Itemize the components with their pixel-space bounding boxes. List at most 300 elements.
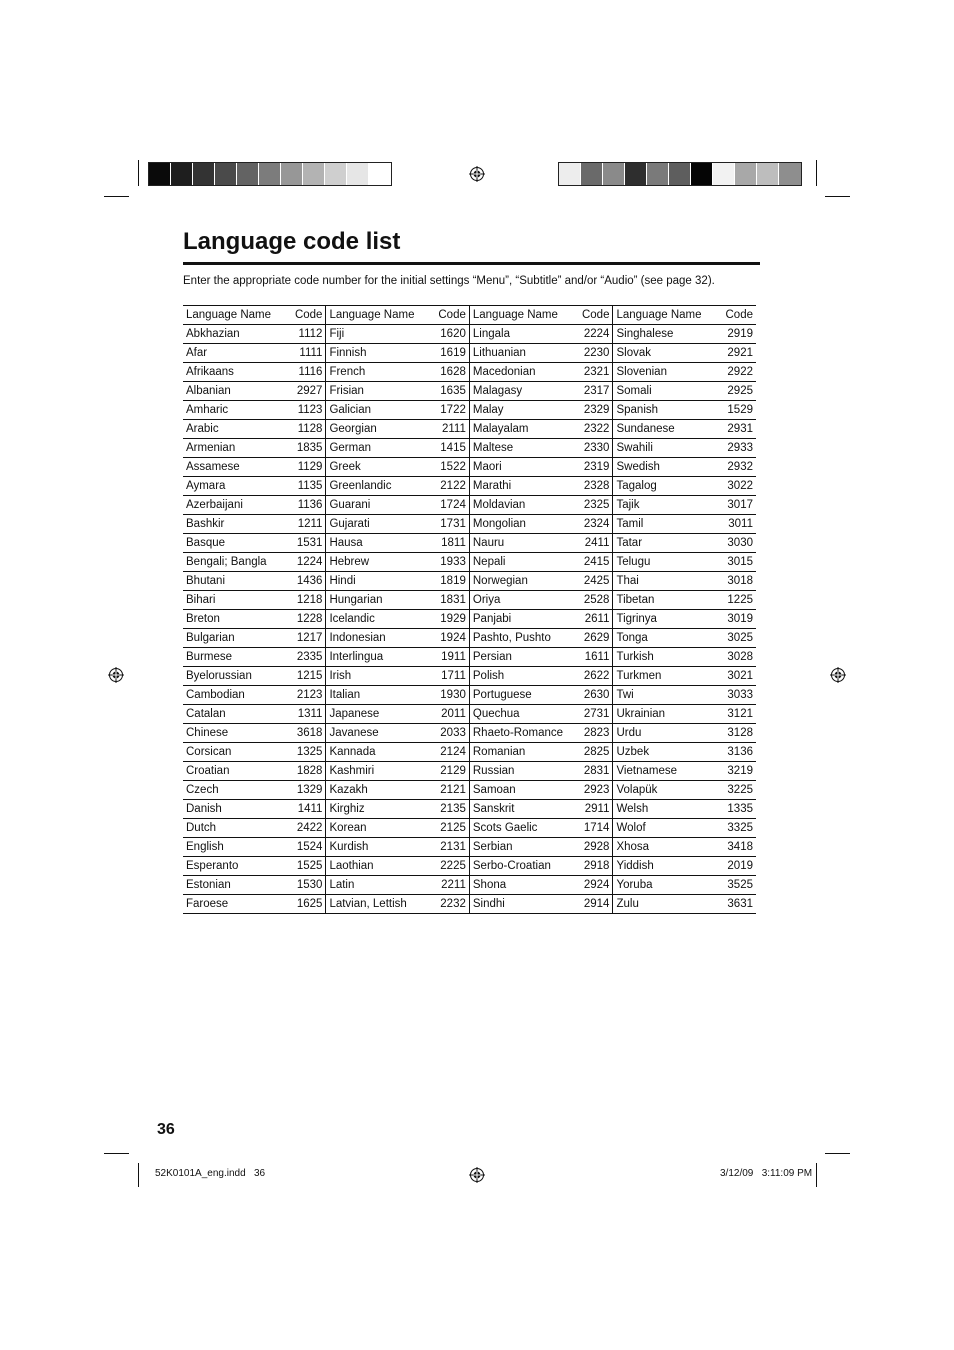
language-code-cell: 3019 bbox=[716, 610, 756, 629]
language-name-cell: Uzbek bbox=[613, 743, 716, 762]
language-code-cell: 1135 bbox=[286, 477, 326, 496]
language-code-cell: 3128 bbox=[716, 724, 756, 743]
crop-mark bbox=[816, 1163, 817, 1187]
language-code-cell: 2135 bbox=[429, 800, 469, 819]
language-code-cell: 1835 bbox=[286, 439, 326, 458]
table-row bbox=[183, 534, 756, 553]
table-row bbox=[183, 762, 756, 781]
language-code-cell: 1811 bbox=[429, 534, 469, 553]
language-code-cell: 3325 bbox=[716, 819, 756, 838]
language-code-cell: 2131 bbox=[429, 838, 469, 857]
language-code-cell: 2224 bbox=[573, 325, 613, 344]
language-code-cell: 2019 bbox=[716, 857, 756, 876]
language-code-cell: 1620 bbox=[429, 325, 469, 344]
language-code-cell: 3121 bbox=[716, 705, 756, 724]
language-code-cell: 2322 bbox=[573, 420, 613, 439]
color-swatch bbox=[713, 163, 735, 185]
table-row bbox=[183, 458, 756, 477]
language-code-table bbox=[183, 305, 756, 914]
language-name-cell: Amharic bbox=[183, 401, 286, 420]
language-code-cell: 2232 bbox=[429, 895, 469, 914]
registration-mark-icon bbox=[469, 166, 485, 182]
color-swatch bbox=[171, 163, 193, 185]
table-row bbox=[183, 667, 756, 686]
language-name-cell: Fiji bbox=[326, 325, 429, 344]
language-code-cell: 1116 bbox=[286, 363, 326, 382]
language-code-cell: 1828 bbox=[286, 762, 326, 781]
crop-mark bbox=[825, 1153, 850, 1154]
language-code-cell: 2528 bbox=[573, 591, 613, 610]
language-code-cell: 2121 bbox=[429, 781, 469, 800]
table-row bbox=[183, 800, 756, 819]
crop-mark bbox=[825, 196, 850, 197]
language-name-cell: Welsh bbox=[613, 800, 716, 819]
table-row bbox=[183, 705, 756, 724]
registration-mark-icon bbox=[108, 667, 124, 683]
language-code-cell: 2911 bbox=[573, 800, 613, 819]
language-code-cell: 1136 bbox=[286, 496, 326, 515]
color-swatch bbox=[281, 163, 303, 185]
language-name-cell: Assamese bbox=[183, 458, 286, 477]
language-code-cell: 2928 bbox=[573, 838, 613, 857]
language-code-cell: 1711 bbox=[429, 667, 469, 686]
language-name-cell: Telugu bbox=[613, 553, 716, 572]
language-code-cell: 1129 bbox=[286, 458, 326, 477]
language-code-cell: 3022 bbox=[716, 477, 756, 496]
language-name-cell: Maori bbox=[469, 458, 572, 477]
language-code-cell: 1325 bbox=[286, 743, 326, 762]
language-name-cell: Mongolian bbox=[469, 515, 572, 534]
language-code-cell: 3017 bbox=[716, 496, 756, 515]
language-name-cell: Dutch bbox=[183, 819, 286, 838]
language-name-cell: Azerbaijani bbox=[183, 496, 286, 515]
language-name-cell: Bengali; Bangla bbox=[183, 553, 286, 572]
language-name-cell: Moldavian bbox=[469, 496, 572, 515]
column-header: Code bbox=[573, 306, 613, 325]
language-code-cell: 2731 bbox=[573, 705, 613, 724]
language-name-cell: Serbian bbox=[469, 838, 572, 857]
language-name-cell: Italian bbox=[326, 686, 429, 705]
table-row bbox=[183, 895, 756, 914]
language-name-cell: Kirghiz bbox=[326, 800, 429, 819]
language-code-cell: 2825 bbox=[573, 743, 613, 762]
language-code-cell: 1724 bbox=[429, 496, 469, 515]
language-name-cell: Somali bbox=[613, 382, 716, 401]
language-name-cell: Kashmiri bbox=[326, 762, 429, 781]
table-row bbox=[183, 876, 756, 895]
language-name-cell: Burmese bbox=[183, 648, 286, 667]
language-code-cell: 1625 bbox=[286, 895, 326, 914]
language-code-cell: 1714 bbox=[573, 819, 613, 838]
language-code-cell: 2325 bbox=[573, 496, 613, 515]
language-name-cell: Sundanese bbox=[613, 420, 716, 439]
language-name-cell: Croatian bbox=[183, 762, 286, 781]
table-row bbox=[183, 857, 756, 876]
column-header: Language Name bbox=[326, 306, 429, 325]
language-code-cell: 1311 bbox=[286, 705, 326, 724]
table-row bbox=[183, 382, 756, 401]
color-swatch bbox=[259, 163, 281, 185]
table-row bbox=[183, 724, 756, 743]
table-row bbox=[183, 363, 756, 382]
color-swatch bbox=[325, 163, 347, 185]
language-code-cell: 1924 bbox=[429, 629, 469, 648]
color-swatch bbox=[779, 163, 801, 185]
language-code-cell: 1335 bbox=[716, 800, 756, 819]
language-name-cell: Interlingua bbox=[326, 648, 429, 667]
language-name-cell: Kazakh bbox=[326, 781, 429, 800]
language-code-cell: 2630 bbox=[573, 686, 613, 705]
language-name-cell: Shona bbox=[469, 876, 572, 895]
crop-mark bbox=[816, 160, 817, 186]
language-name-cell: Kannada bbox=[326, 743, 429, 762]
language-name-cell: Greek bbox=[326, 458, 429, 477]
color-bar-left bbox=[148, 162, 392, 186]
language-code-cell: 1525 bbox=[286, 857, 326, 876]
language-name-cell: Korean bbox=[326, 819, 429, 838]
language-code-cell: 2317 bbox=[573, 382, 613, 401]
color-swatch bbox=[625, 163, 647, 185]
language-code-cell: 2831 bbox=[573, 762, 613, 781]
language-name-cell: Abkhazian bbox=[183, 325, 286, 344]
color-swatch bbox=[347, 163, 369, 185]
table-row bbox=[183, 629, 756, 648]
language-name-cell: Nepali bbox=[469, 553, 572, 572]
language-name-cell: English bbox=[183, 838, 286, 857]
language-code-cell: 1224 bbox=[286, 553, 326, 572]
language-code-cell: 2319 bbox=[573, 458, 613, 477]
language-code-cell: 2329 bbox=[573, 401, 613, 420]
language-code-cell: 3025 bbox=[716, 629, 756, 648]
language-code-cell: 2211 bbox=[429, 876, 469, 895]
language-name-cell: Tibetan bbox=[613, 591, 716, 610]
language-code-cell: 2328 bbox=[573, 477, 613, 496]
language-code-cell: 3015 bbox=[716, 553, 756, 572]
color-swatch bbox=[215, 163, 237, 185]
language-name-cell: Chinese bbox=[183, 724, 286, 743]
language-name-cell: Maltese bbox=[469, 439, 572, 458]
language-name-cell: Greenlandic bbox=[326, 477, 429, 496]
language-code-cell: 1529 bbox=[716, 401, 756, 420]
language-name-cell: Frisian bbox=[326, 382, 429, 401]
language-code-cell: 2919 bbox=[716, 325, 756, 344]
language-code-cell: 2932 bbox=[716, 458, 756, 477]
language-name-cell: Slovak bbox=[613, 344, 716, 363]
language-name-cell: German bbox=[326, 439, 429, 458]
language-name-cell: Czech bbox=[183, 781, 286, 800]
language-code-cell: 2411 bbox=[573, 534, 613, 553]
language-code-cell: 3225 bbox=[716, 781, 756, 800]
language-code-cell: 2922 bbox=[716, 363, 756, 382]
color-swatch bbox=[757, 163, 779, 185]
color-swatch bbox=[735, 163, 757, 185]
language-code-cell: 2335 bbox=[286, 648, 326, 667]
table-row bbox=[183, 572, 756, 591]
language-code-cell: 2415 bbox=[573, 553, 613, 572]
language-code-cell: 2622 bbox=[573, 667, 613, 686]
language-code-cell: 1831 bbox=[429, 591, 469, 610]
language-name-cell: Vietnamese bbox=[613, 762, 716, 781]
language-name-cell: Tatar bbox=[613, 534, 716, 553]
language-code-cell: 1436 bbox=[286, 572, 326, 591]
language-name-cell: Latvian, Lettish bbox=[326, 895, 429, 914]
color-swatch bbox=[193, 163, 215, 185]
language-name-cell: Hindi bbox=[326, 572, 429, 591]
table-row bbox=[183, 648, 756, 667]
language-name-cell: Urdu bbox=[613, 724, 716, 743]
language-code-cell: 2629 bbox=[573, 629, 613, 648]
color-swatch bbox=[369, 163, 391, 185]
title-rule bbox=[183, 262, 760, 265]
language-name-cell: Japanese bbox=[326, 705, 429, 724]
language-name-cell: Bihari bbox=[183, 591, 286, 610]
language-code-cell: 3631 bbox=[716, 895, 756, 914]
language-code-cell: 2923 bbox=[573, 781, 613, 800]
language-name-cell: Romanian bbox=[469, 743, 572, 762]
language-name-cell: Serbo-Croatian bbox=[469, 857, 572, 876]
language-name-cell: Aymara bbox=[183, 477, 286, 496]
language-name-cell: Hausa bbox=[326, 534, 429, 553]
language-code-cell: 3021 bbox=[716, 667, 756, 686]
column-header: Code bbox=[429, 306, 469, 325]
language-code-cell: 2611 bbox=[573, 610, 613, 629]
color-swatch bbox=[237, 163, 259, 185]
language-code-cell: 1611 bbox=[573, 648, 613, 667]
language-name-cell: Estonian bbox=[183, 876, 286, 895]
table-row bbox=[183, 477, 756, 496]
language-code-cell: 2823 bbox=[573, 724, 613, 743]
language-name-cell: Esperanto bbox=[183, 857, 286, 876]
language-code-cell: 1819 bbox=[429, 572, 469, 591]
column-header: Language Name bbox=[183, 306, 286, 325]
table-row bbox=[183, 553, 756, 572]
language-name-cell: Laothian bbox=[326, 857, 429, 876]
language-name-cell: Javanese bbox=[326, 724, 429, 743]
language-name-cell: Wolof bbox=[613, 819, 716, 838]
color-swatch bbox=[303, 163, 325, 185]
language-name-cell: Macedonian bbox=[469, 363, 572, 382]
language-code-cell: 1411 bbox=[286, 800, 326, 819]
table-row bbox=[183, 325, 756, 344]
language-name-cell: Armenian bbox=[183, 439, 286, 458]
color-swatch bbox=[647, 163, 669, 185]
table-header-row bbox=[183, 306, 756, 325]
language-code-cell: 2925 bbox=[716, 382, 756, 401]
language-code-cell: 3618 bbox=[286, 724, 326, 743]
language-code-cell: 2225 bbox=[429, 857, 469, 876]
language-name-cell: Turkmen bbox=[613, 667, 716, 686]
language-code-cell: 1930 bbox=[429, 686, 469, 705]
language-code-cell: 3525 bbox=[716, 876, 756, 895]
language-name-cell: Danish bbox=[183, 800, 286, 819]
language-code-cell: 1635 bbox=[429, 382, 469, 401]
color-swatch bbox=[669, 163, 691, 185]
column-header: Code bbox=[286, 306, 326, 325]
language-name-cell: Panjabi bbox=[469, 610, 572, 629]
table-row bbox=[183, 401, 756, 420]
language-code-cell: 2425 bbox=[573, 572, 613, 591]
language-name-cell: Georgian bbox=[326, 420, 429, 439]
language-name-cell: Indonesian bbox=[326, 629, 429, 648]
language-name-cell: Scots Gaelic bbox=[469, 819, 572, 838]
table-row bbox=[183, 781, 756, 800]
language-code-cell: 1722 bbox=[429, 401, 469, 420]
language-code-cell: 2921 bbox=[716, 344, 756, 363]
intro-text: Enter the appropriate code number for the initial settings “Menu”, “Subtitle” and/or “Audio” (see page 32). bbox=[183, 275, 715, 287]
table-row bbox=[183, 439, 756, 458]
language-name-cell: Bashkir bbox=[183, 515, 286, 534]
language-code-cell: 2422 bbox=[286, 819, 326, 838]
language-code-cell: 1215 bbox=[286, 667, 326, 686]
language-name-cell: Bhutani bbox=[183, 572, 286, 591]
language-code-cell: 1524 bbox=[286, 838, 326, 857]
table-row bbox=[183, 743, 756, 762]
language-code-cell: 1531 bbox=[286, 534, 326, 553]
language-name-cell: Arabic bbox=[183, 420, 286, 439]
language-code-cell: 1911 bbox=[429, 648, 469, 667]
language-name-cell: Hebrew bbox=[326, 553, 429, 572]
language-name-cell: Gujarati bbox=[326, 515, 429, 534]
table-row bbox=[183, 496, 756, 515]
language-name-cell: Galician bbox=[326, 401, 429, 420]
color-swatch bbox=[149, 163, 171, 185]
language-name-cell: Hungarian bbox=[326, 591, 429, 610]
language-name-cell: Volapük bbox=[613, 781, 716, 800]
table-row bbox=[183, 344, 756, 363]
language-name-cell: Malagasy bbox=[469, 382, 572, 401]
language-name-cell: Cambodian bbox=[183, 686, 286, 705]
language-code-cell: 3219 bbox=[716, 762, 756, 781]
language-name-cell: Basque bbox=[183, 534, 286, 553]
crop-mark bbox=[104, 196, 129, 197]
language-code-cell: 1619 bbox=[429, 344, 469, 363]
registration-mark-icon bbox=[469, 1167, 485, 1183]
language-name-cell: Quechua bbox=[469, 705, 572, 724]
language-name-cell: Corsican bbox=[183, 743, 286, 762]
language-name-cell: Lithuanian bbox=[469, 344, 572, 363]
language-name-cell: Icelandic bbox=[326, 610, 429, 629]
color-bar-right bbox=[558, 162, 802, 186]
language-code-cell: 2924 bbox=[573, 876, 613, 895]
language-name-cell: Slovenian bbox=[613, 363, 716, 382]
language-name-cell: Bulgarian bbox=[183, 629, 286, 648]
language-code-cell: 1128 bbox=[286, 420, 326, 439]
crop-mark bbox=[138, 160, 139, 186]
table-row bbox=[183, 686, 756, 705]
color-swatch bbox=[559, 163, 581, 185]
table-row bbox=[183, 591, 756, 610]
language-name-cell: Latin bbox=[326, 876, 429, 895]
language-code-cell: 2011 bbox=[429, 705, 469, 724]
color-swatch bbox=[691, 163, 713, 185]
column-header: Code bbox=[716, 306, 756, 325]
language-code-cell: 3030 bbox=[716, 534, 756, 553]
language-name-cell: Singhalese bbox=[613, 325, 716, 344]
language-code-cell: 1329 bbox=[286, 781, 326, 800]
language-code-cell: 2124 bbox=[429, 743, 469, 762]
language-name-cell: Spanish bbox=[613, 401, 716, 420]
language-code-cell: 1111 bbox=[286, 344, 326, 363]
language-name-cell: Swedish bbox=[613, 458, 716, 477]
language-name-cell: Portuguese bbox=[469, 686, 572, 705]
language-code-cell: 2122 bbox=[429, 477, 469, 496]
language-code-cell: 2933 bbox=[716, 439, 756, 458]
language-name-cell: Malay bbox=[469, 401, 572, 420]
language-name-cell: Byelorussian bbox=[183, 667, 286, 686]
language-code-cell: 2129 bbox=[429, 762, 469, 781]
language-code-cell: 1522 bbox=[429, 458, 469, 477]
column-header: Language Name bbox=[469, 306, 572, 325]
language-name-cell: Tamil bbox=[613, 515, 716, 534]
language-code-cell: 2931 bbox=[716, 420, 756, 439]
language-code-cell: 2230 bbox=[573, 344, 613, 363]
language-name-cell: Russian bbox=[469, 762, 572, 781]
language-code-cell: 2918 bbox=[573, 857, 613, 876]
language-code-cell: 2111 bbox=[429, 420, 469, 439]
language-name-cell: Faroese bbox=[183, 895, 286, 914]
table-row bbox=[183, 420, 756, 439]
language-code-cell: 1933 bbox=[429, 553, 469, 572]
language-code-cell: 2125 bbox=[429, 819, 469, 838]
language-name-cell: Pashto, Pushto bbox=[469, 629, 572, 648]
language-name-cell: Zulu bbox=[613, 895, 716, 914]
crop-mark bbox=[138, 1163, 139, 1187]
language-name-cell: Afrikaans bbox=[183, 363, 286, 382]
language-name-cell: Tonga bbox=[613, 629, 716, 648]
language-name-cell: Malayalam bbox=[469, 420, 572, 439]
column-header: Language Name bbox=[613, 306, 716, 325]
crop-mark bbox=[104, 1153, 129, 1154]
language-code-cell: 1211 bbox=[286, 515, 326, 534]
language-code-cell: 2321 bbox=[573, 363, 613, 382]
language-name-cell: Rhaeto-Romance bbox=[469, 724, 572, 743]
table-row bbox=[183, 610, 756, 629]
language-code-cell: 2914 bbox=[573, 895, 613, 914]
language-name-cell: Yiddish bbox=[613, 857, 716, 876]
language-code-cell: 1228 bbox=[286, 610, 326, 629]
page-number: 36 bbox=[157, 1121, 175, 1138]
language-code-cell: 2330 bbox=[573, 439, 613, 458]
language-name-cell: Samoan bbox=[469, 781, 572, 800]
table-row bbox=[183, 515, 756, 534]
language-code-cell: 1731 bbox=[429, 515, 469, 534]
language-code-cell: 3136 bbox=[716, 743, 756, 762]
language-code-cell: 1123 bbox=[286, 401, 326, 420]
language-name-cell: Catalan bbox=[183, 705, 286, 724]
language-name-cell: Thai bbox=[613, 572, 716, 591]
language-name-cell: French bbox=[326, 363, 429, 382]
color-swatch bbox=[581, 163, 603, 185]
language-name-cell: Ukrainian bbox=[613, 705, 716, 724]
language-code-cell: 1225 bbox=[716, 591, 756, 610]
language-code-cell: 1112 bbox=[286, 325, 326, 344]
language-name-cell: Twi bbox=[613, 686, 716, 705]
page-title: Language code list bbox=[183, 228, 401, 255]
language-name-cell: Tigrinya bbox=[613, 610, 716, 629]
language-name-cell: Yoruba bbox=[613, 876, 716, 895]
language-name-cell: Persian bbox=[469, 648, 572, 667]
language-name-cell: Nauru bbox=[469, 534, 572, 553]
language-name-cell: Afar bbox=[183, 344, 286, 363]
language-code-cell: 3418 bbox=[716, 838, 756, 857]
language-code-cell: 2033 bbox=[429, 724, 469, 743]
language-name-cell: Breton bbox=[183, 610, 286, 629]
registration-mark-icon bbox=[830, 667, 846, 683]
language-code-cell: 1929 bbox=[429, 610, 469, 629]
language-name-cell: Polish bbox=[469, 667, 572, 686]
language-code-cell: 1415 bbox=[429, 439, 469, 458]
language-code-cell: 1218 bbox=[286, 591, 326, 610]
